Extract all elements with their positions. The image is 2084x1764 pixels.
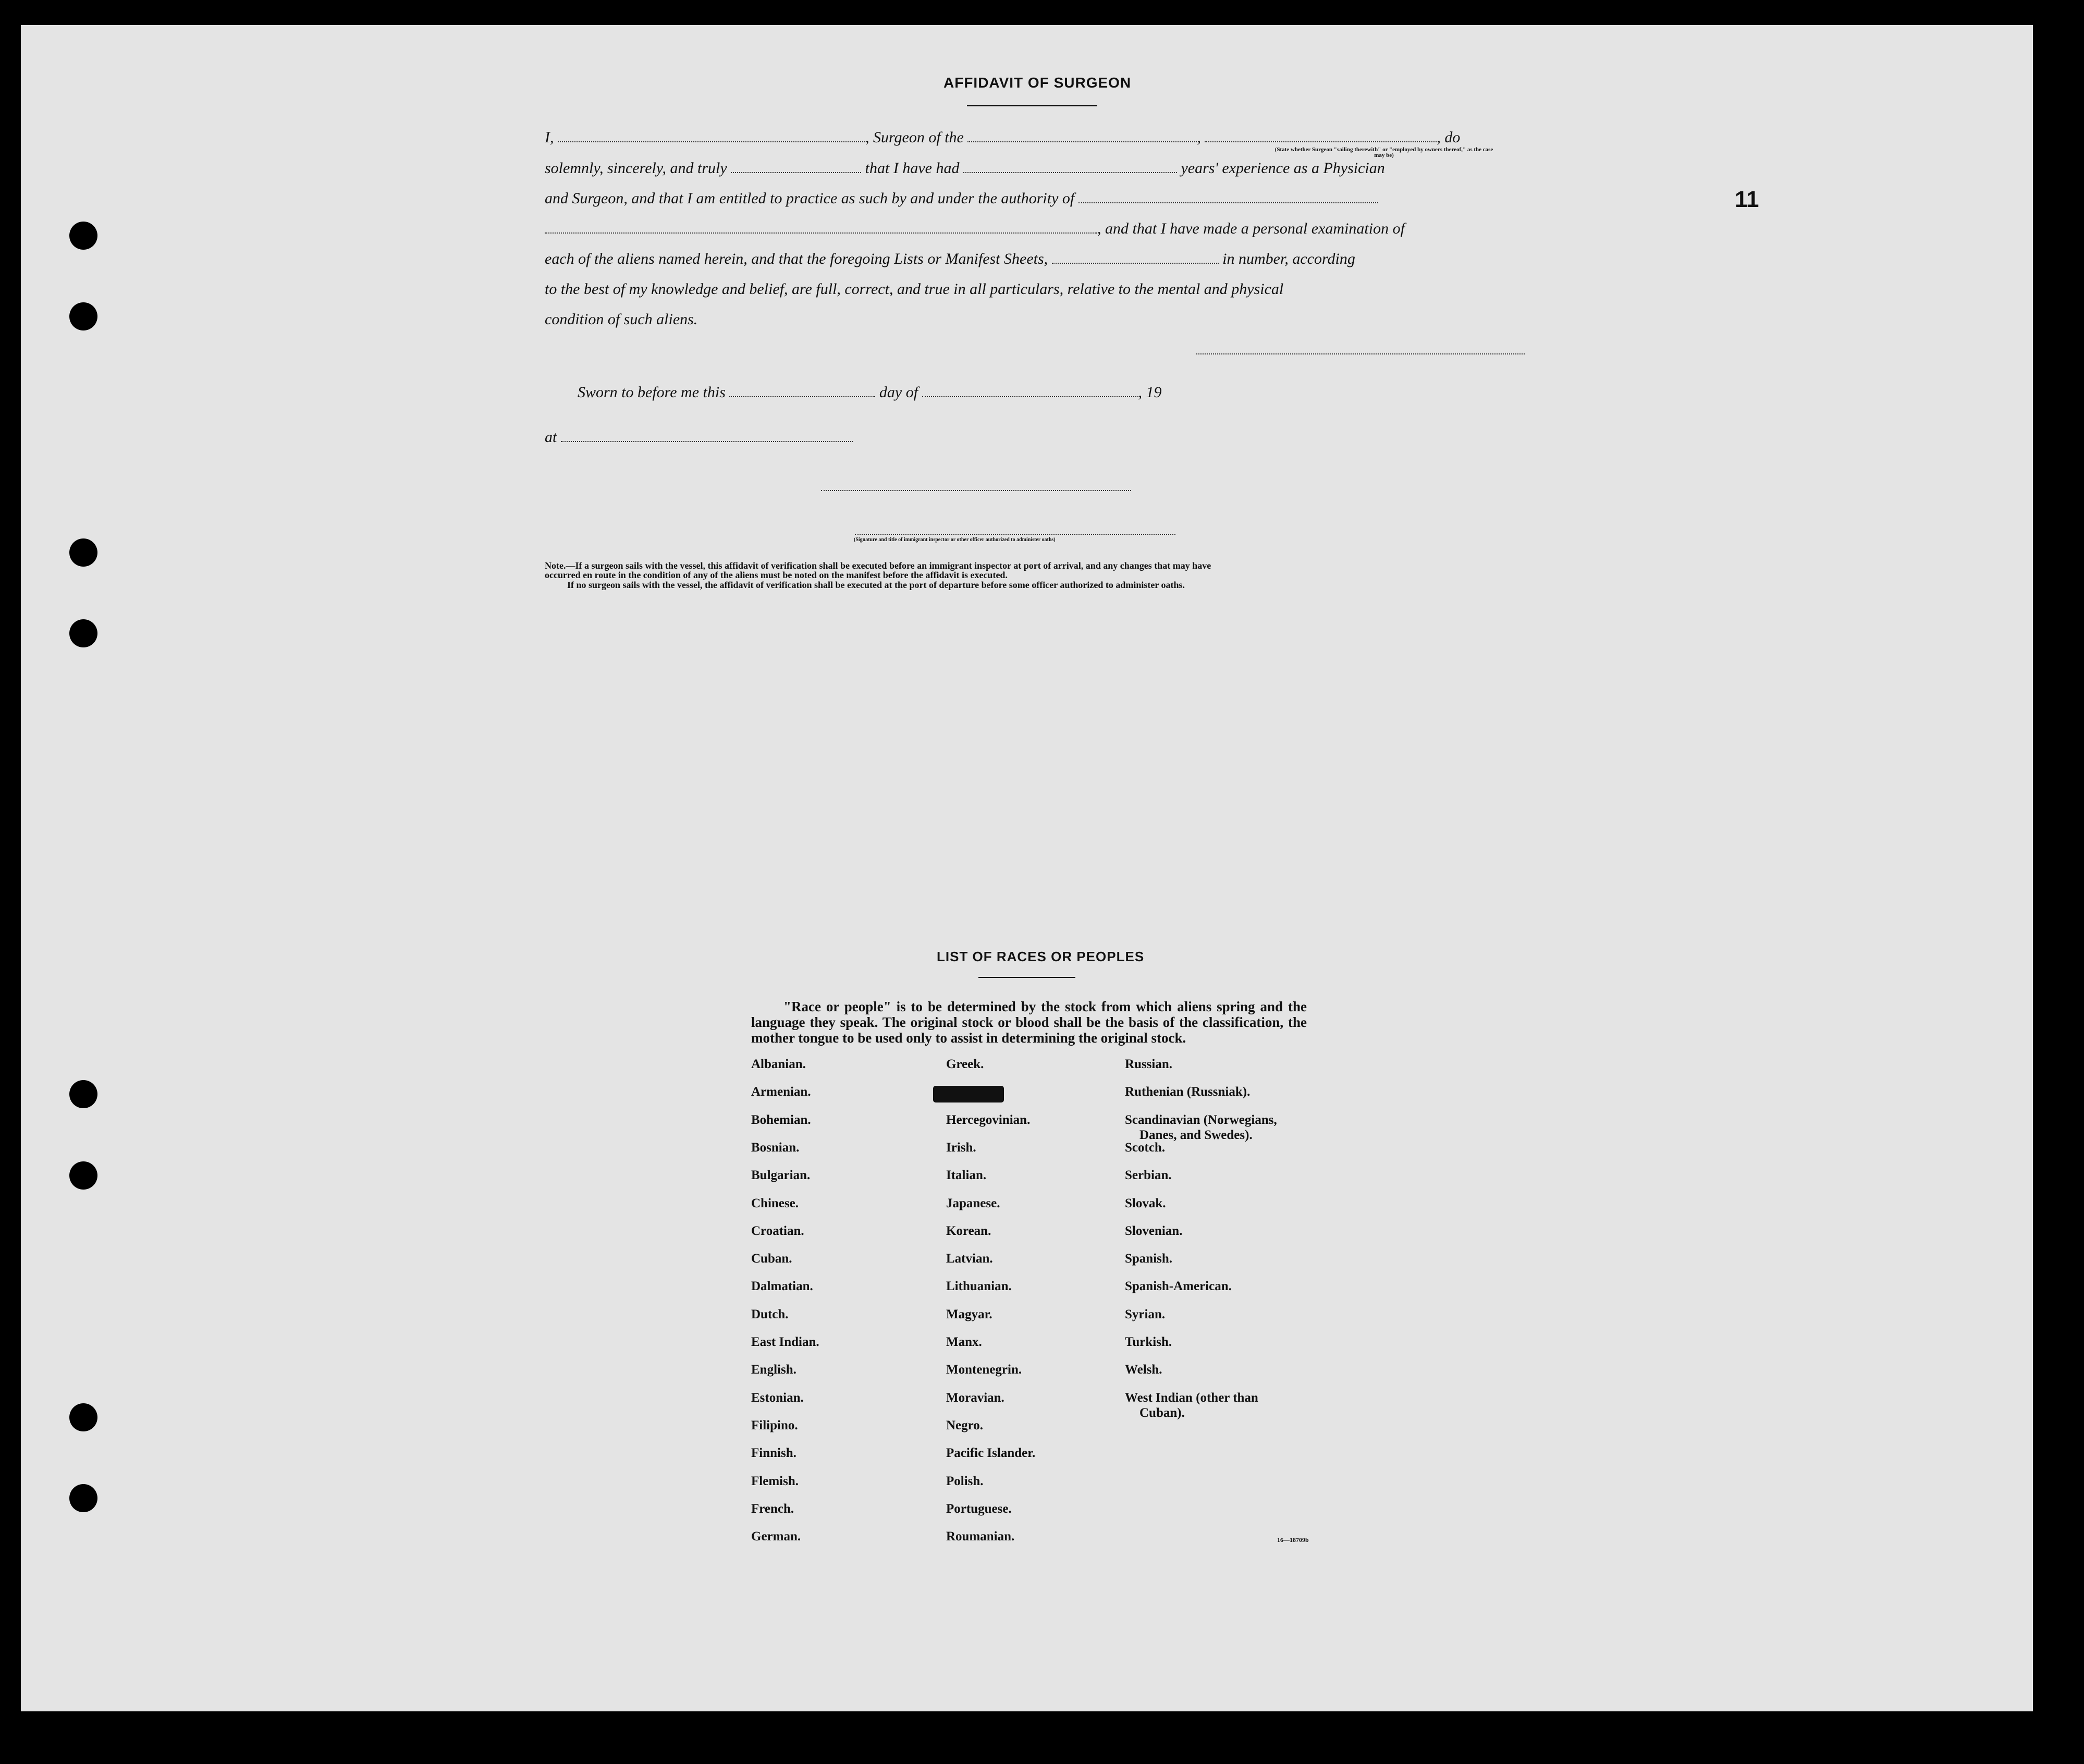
race-item: Estonian.: [751, 1390, 804, 1405]
race-item: Ruthenian (Russniak).: [1125, 1085, 1251, 1099]
surgeon-name-field[interactable]: [558, 131, 865, 142]
affidavit-line-2: [545, 160, 1385, 177]
race-item: Scotch.: [1125, 1140, 1166, 1155]
race-item: Portuguese.: [946, 1501, 1012, 1516]
race-item: Welsh.: [1125, 1363, 1162, 1377]
note-line-2: occurred en route in the condition of any of the aliens must be noted on the manifest before the affidavit is executed.: [545, 570, 1008, 580]
race-item: Korean.: [946, 1223, 991, 1238]
note-line-1: Note.—If a surgeon sails with the vessel, this affidavit of verification shall be executed before an immigrant inspector at port of arrival, and any changes that may have: [545, 560, 1211, 571]
affidavit-title: AFFIDAVIT OF SURGEON: [943, 75, 1132, 91]
punch-hole: [69, 302, 97, 330]
at-line: [545, 428, 853, 446]
race-item: Hercegovinian.: [946, 1112, 1031, 1127]
affidavit-line-4: [545, 220, 1405, 238]
race-item: Serbian.: [1125, 1168, 1172, 1183]
race-item: Roumanian.: [946, 1529, 1015, 1544]
race-item: Pacific Islander.: [946, 1446, 1036, 1461]
inspector-title-line[interactable]: [855, 533, 1175, 535]
race-item: Dutch.: [751, 1307, 789, 1321]
punch-hole: [69, 1080, 97, 1108]
authority-field[interactable]: [1078, 192, 1378, 203]
race-item: Magyar.: [946, 1307, 992, 1321]
race-item: Chinese.: [751, 1196, 799, 1210]
race-item: Armenian.: [751, 1085, 811, 1099]
race-item: English.: [751, 1363, 796, 1377]
affidavit-line-6: to the best of my knowledge and belief, are full, correct, and true in all particulars, relative to the mental and physical: [545, 280, 1284, 298]
race-item: Manx.: [946, 1335, 982, 1349]
redaction-mark: [933, 1086, 1004, 1102]
punch-hole: [69, 619, 97, 647]
race-item: Syrian.: [1125, 1307, 1166, 1321]
day-of-label: day of: [879, 384, 918, 401]
race-item: West Indian (other than: [1125, 1390, 1258, 1405]
race-item: Polish.: [946, 1474, 984, 1488]
sworn-line: [578, 384, 1162, 401]
race-item: Italian.: [946, 1168, 987, 1183]
affidavit-line-7: condition of such aliens.: [545, 311, 698, 328]
race-item: Cuban.: [751, 1252, 792, 1266]
signature-caption: (Signature and title of immigrant inspector or other officer authorized to administer oaths): [854, 537, 1056, 543]
races-intro: "Race or people" is to be determined by the stock from which aliens spring and the language they speak. The original stock or blood shall be the basis of the classification, the mother tongue to be used only to assist in determining the original stock.: [751, 999, 1307, 1046]
line5-end: in number, according: [1222, 250, 1355, 267]
race-item: Dalmatian.: [751, 1279, 813, 1294]
race-item: German.: [751, 1529, 801, 1544]
at-label: at: [545, 428, 557, 446]
race-item: Flemish.: [751, 1474, 799, 1488]
race-item: Scandinavian (Norwegians,: [1125, 1112, 1277, 1127]
race-item: Slovenian.: [1125, 1223, 1183, 1238]
race-item: Filipino.: [751, 1418, 798, 1432]
race-item: Slovak.: [1125, 1196, 1166, 1210]
race-item: French.: [751, 1501, 794, 1516]
inspector-signature-line[interactable]: [821, 489, 1131, 491]
race-item: Negro.: [946, 1418, 984, 1432]
form-number: 16—18709b: [1277, 1536, 1309, 1544]
punch-hole: [69, 222, 97, 250]
authority-field-continued[interactable]: [545, 222, 1097, 234]
race-item: Greek.: [946, 1057, 984, 1071]
punch-hole: [69, 1403, 97, 1431]
race-item: Bosnian.: [751, 1140, 800, 1155]
page-number: 11: [1735, 187, 1759, 212]
line5-start: each of the aliens named herein, and that the foregoing Lists or Manifest Sheets,: [545, 250, 1048, 267]
line4-text: , and that I have made a personal examination of: [1097, 220, 1405, 237]
affidavit-line-3: [545, 190, 1378, 207]
note-line-3: If no surgeon sails with the vessel, the affidavit of verification shall be executed at the port of departure before some officer authorized to administer oaths.: [567, 580, 1185, 590]
punch-hole: [69, 538, 97, 567]
punch-hole: [69, 1484, 97, 1512]
comma: ,: [1197, 129, 1201, 146]
race-item: Bulgarian.: [751, 1168, 811, 1183]
race-item: Moravian.: [946, 1390, 1004, 1405]
races-title: LIST OF RACES OR PEOPLES: [937, 949, 1145, 964]
surgeon-status-field[interactable]: [1205, 131, 1437, 142]
sworn-start: Sworn to before me this: [578, 384, 726, 401]
race-item: Lithuanian.: [946, 1279, 1012, 1294]
race-item: Irish.: [946, 1140, 976, 1155]
race-item: East Indian.: [751, 1335, 819, 1349]
surgeon-signature-line[interactable]: [1196, 352, 1525, 354]
race-item: Cuban).: [1139, 1405, 1185, 1420]
vessel-name-field[interactable]: [967, 131, 1197, 142]
sworn-month-field[interactable]: [922, 386, 1138, 397]
sheets-count-field[interactable]: [1052, 252, 1219, 264]
race-item: Danes, and Swedes).: [1139, 1128, 1253, 1142]
place-field[interactable]: [561, 431, 853, 442]
race-item: Russian.: [1125, 1057, 1173, 1071]
race-item: Turkish.: [1125, 1335, 1172, 1349]
year-label: , 19: [1138, 384, 1162, 401]
surgeon-status-note: [1272, 147, 1496, 158]
race-item: Japanese.: [946, 1196, 1000, 1210]
sworn-day-field[interactable]: [729, 386, 875, 397]
race-item: Spanish.: [1125, 1252, 1173, 1266]
surgeon-status-note-text: (State whether Surgeon "sailing therewith" or "employed by owners thereof," as the case may be): [1274, 146, 1493, 158]
race-item: Albanian.: [751, 1057, 806, 1071]
race-item: Latvian.: [946, 1252, 993, 1266]
affidavit-line-5: [545, 250, 1355, 268]
race-item: Spanish-American.: [1125, 1279, 1232, 1294]
line2-start: solemnly, sincerely, and truly: [545, 160, 727, 177]
oath-field[interactable]: [731, 162, 861, 173]
line3-text: and Surgeon, and that I am entitled to practice as such by and under the authority of: [545, 190, 1075, 207]
affidavit-i: I,: [545, 129, 554, 146]
line2-end: years' experience as a Physician: [1181, 160, 1385, 177]
title-underline: [967, 105, 1097, 106]
affidavit-line-1: [545, 129, 1460, 146]
races-title-underline: [978, 977, 1075, 978]
years-field[interactable]: [963, 162, 1177, 173]
punch-hole: [69, 1161, 97, 1190]
surgeon-of-label: , Surgeon of the: [865, 129, 964, 146]
race-item: Croatian.: [751, 1223, 804, 1238]
race-item: Finnish.: [751, 1446, 796, 1461]
do-label: , do: [1437, 129, 1461, 146]
race-item: Bohemian.: [751, 1112, 811, 1127]
race-item: Montenegrin.: [946, 1363, 1022, 1377]
line2-mid: that I have had: [865, 160, 960, 177]
